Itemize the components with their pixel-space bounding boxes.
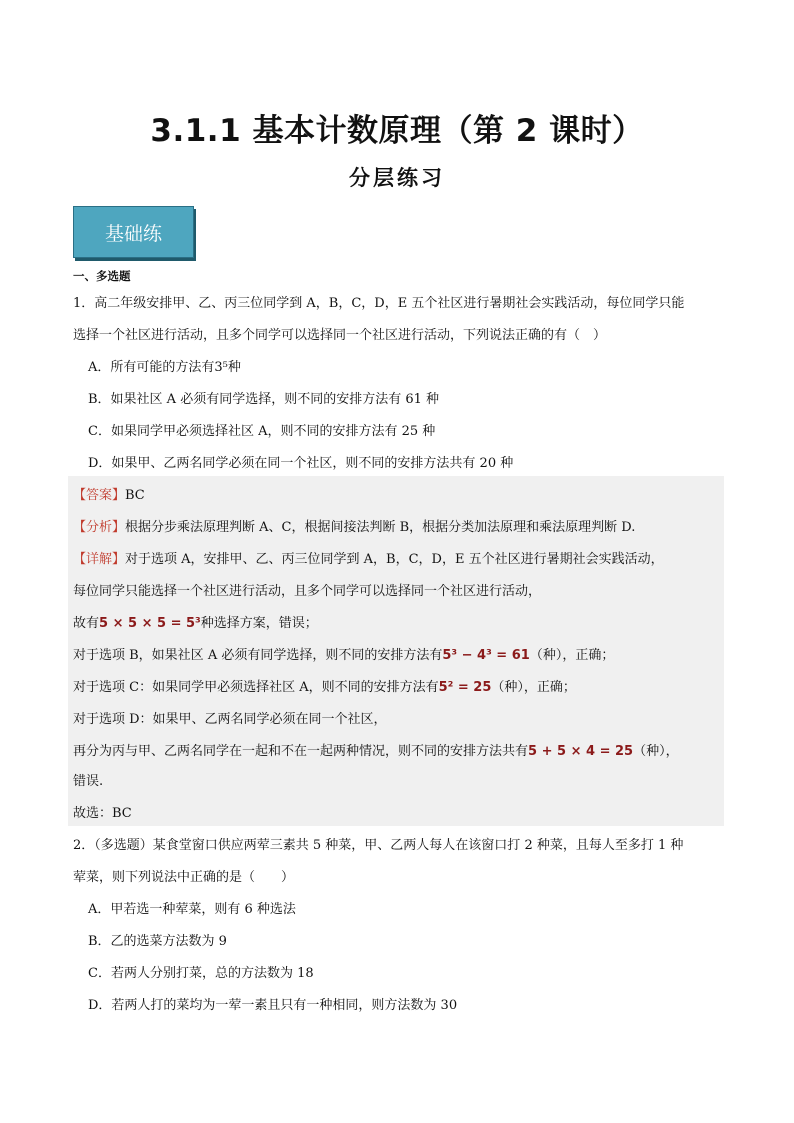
detail-line-3 bbox=[73, 612, 318, 631]
detail-4-formula: 5³ − 4³ = 61 bbox=[442, 648, 530, 663]
q1-option-a: A．所有可能的方法有3⁵种 bbox=[88, 360, 241, 375]
detail-3-formula: 5 × 5 × 5 = 5³ bbox=[99, 616, 201, 631]
q2-option-b: B．乙的选菜方法数为 9 bbox=[88, 934, 227, 949]
q1-option-c: C．如果同学甲必须选择社区 A，则不同的安排方法有 25 种 bbox=[88, 424, 436, 439]
detail-tag: 【详解】 bbox=[73, 552, 126, 567]
q2-stem-line-2: 荤菜，则下列说法中正确的是（ ） bbox=[73, 870, 295, 885]
section-heading: 一、多选题 bbox=[73, 269, 131, 283]
detail-3-prefix: 故有 bbox=[73, 616, 100, 631]
answer-tag: 【答案】 bbox=[73, 488, 126, 503]
detail-4-prefix: 对于选项 B，如果社区 A 必须有同学选择，则不同的安排方法有 bbox=[73, 648, 443, 663]
q2-option-d: D．若两人打的菜均为一荤一素且只有一种相同，则方法数为 30 bbox=[88, 998, 458, 1013]
page-subtitle: 分层练习 bbox=[349, 166, 445, 190]
detail-5-suffix: （种），正确； bbox=[491, 680, 576, 695]
answer-line bbox=[73, 484, 145, 503]
detail-line-6: 对于选项 D：如果甲、乙两名同学必须在同一个社区， bbox=[73, 712, 387, 727]
detail-line-8: 错误. bbox=[73, 774, 104, 789]
q2-option-a: A．甲若选一种荤菜，则有 6 种选法 bbox=[88, 902, 296, 917]
detail-line-2: 每位同学只能选择一个社区进行活动，且多个同学可以选择同一个社区进行活动， bbox=[73, 584, 542, 599]
q1-option-b: B．如果社区 A 必须有同学选择，则不同的安排方法有 61 种 bbox=[88, 392, 440, 407]
analysis-text: 根据分步乘法原理判断 A、C，根据间接法判断 B，根据分类加法原理和乘法原理判断 D. bbox=[125, 520, 636, 535]
detail-line-5 bbox=[73, 676, 576, 695]
detail-5-prefix: 对于选项 C：如果同学甲必须选择社区 A，则不同的安排方法有 bbox=[73, 680, 439, 695]
detail-3-suffix: 种选择方案，错误； bbox=[200, 616, 318, 631]
q1-stem-line-1: 1．高二年级安排甲、乙、丙三位同学到 A，B，C，D，E 五个社区进行暑期社会实践活动，每位同学只能 bbox=[73, 296, 685, 311]
analysis-line bbox=[73, 516, 635, 535]
page-title: 3.1.1 基本计数原理（第 2 课时） bbox=[150, 113, 644, 149]
detail-7-suffix: （种）， bbox=[633, 744, 679, 759]
q1-option-d: D．如果甲、乙两名同学必须在同一个社区，则不同的安排方法共有 20 种 bbox=[88, 456, 514, 471]
final-answer-line: 故选：BC bbox=[73, 806, 132, 821]
detail-text-1: 对于选项 A，安排甲、乙、丙三位同学到 A，B，C，D，E 五个社区进行暑期社会实践活动， bbox=[125, 552, 664, 567]
detail-line-1 bbox=[73, 548, 664, 567]
detail-line-7 bbox=[73, 740, 679, 759]
q2-option-c: C．若两人分别打菜，总的方法数为 18 bbox=[88, 966, 314, 981]
level-badge: 基础练 bbox=[73, 206, 194, 258]
detail-7-prefix: 再分为丙与甲、乙两名同学在一起和不在一起两种情况，则不同的安排方法共有 bbox=[73, 744, 529, 759]
detail-line-4 bbox=[73, 644, 614, 663]
detail-5-formula: 5² = 25 bbox=[438, 680, 492, 695]
q2-stem-line-1: 2．（多选题）某食堂窗口供应两荤三素共 5 种菜，甲、乙两人每人在该窗口打 2 种菜，且每人至多打 1 种 bbox=[73, 838, 684, 853]
analysis-tag: 【分析】 bbox=[73, 520, 126, 535]
q1-stem-line-2: 选择一个社区进行活动，且多个同学可以选择同一个社区进行活动，下列说法正确的有（ ） bbox=[73, 328, 607, 343]
answer-value: BC bbox=[125, 488, 145, 503]
detail-7-formula: 5 + 5 × 4 = 25 bbox=[528, 744, 634, 759]
detail-4-suffix: （种），正确； bbox=[529, 648, 615, 663]
